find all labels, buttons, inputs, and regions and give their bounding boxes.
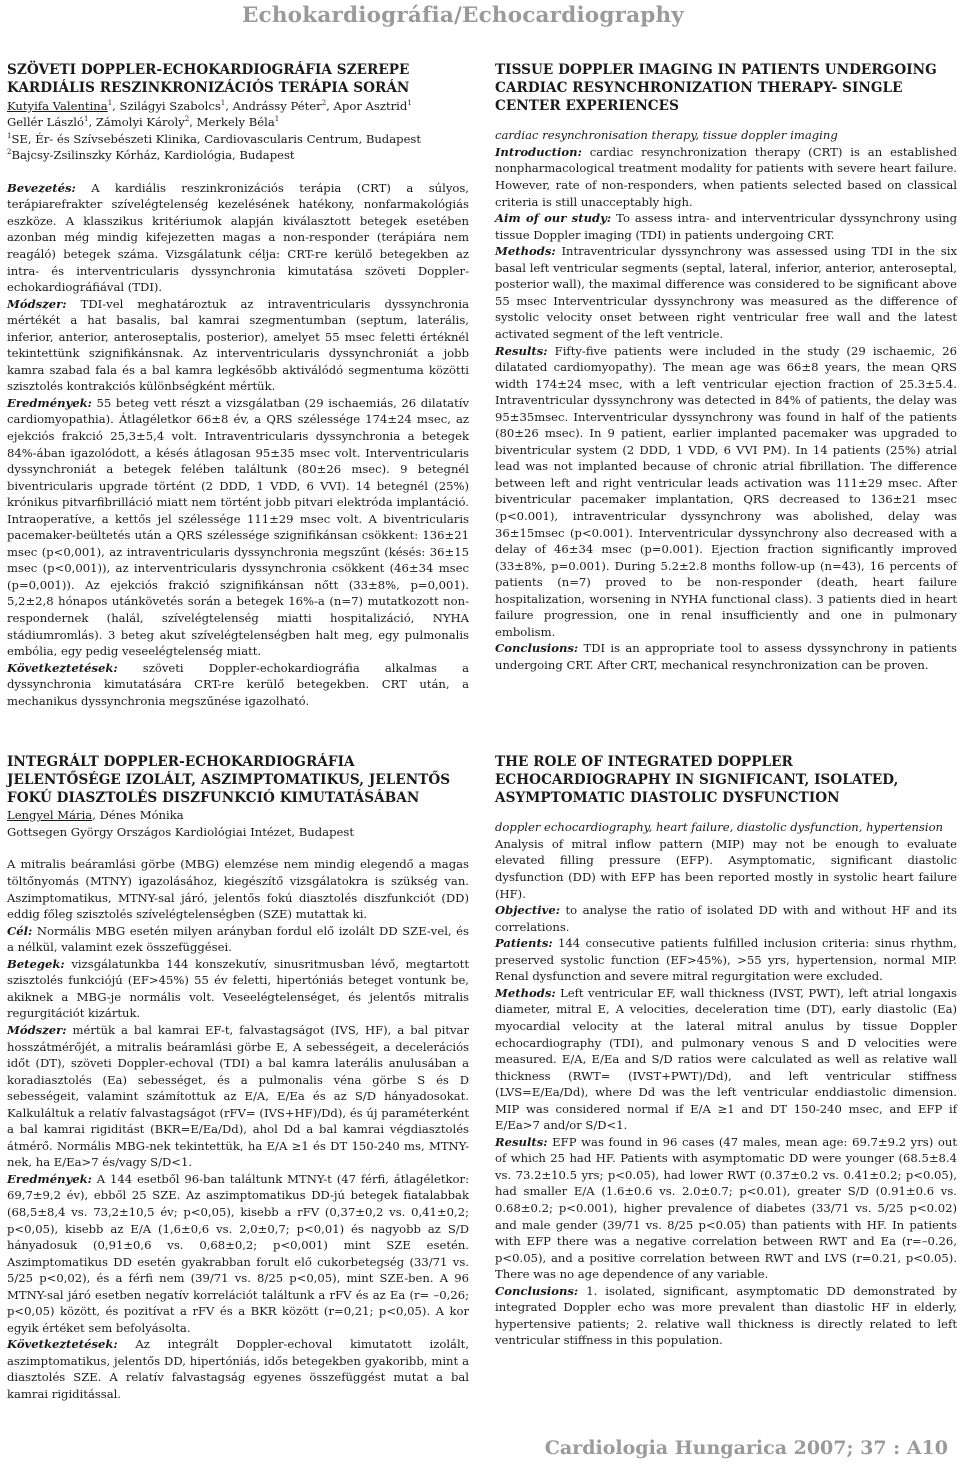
results-paragraph: Results: Fifty-five patients were included in the study (29 ischaemic, 26 dilatated cardiomyopathy). The mean age was 66±8 years, the mean QRS width 174±24 msec, with a left ventricular ejection fraction of 25.3±5.4. Intraventricular dyssynchrony was detected in 84% of patients, the delay was 95±35msec. Interventricular dyssynchrony was found in half of the patients (80±26 msec). In 9 patient, earlier implanted pacemaker was upgraded to biventricular system (2 DDD, 1 VDD, 6 VVI PM). In 14 patients (25%) atrial lead was not implanted because of chronic atrial fibrillation. The difference between left and right ventricular leads activation was 111±29 msec. After biventricular pacemaker implantation, QRS decreased to 136±21 msec (p<0.001), intraventricular dyssynchrony was abolished, delay was 36±15msec (p<0.001). Interventricular dyssynchrony also decreased with a delay of 46±34 msec (p=0.001). Ejection fraction significantly improved (33±8%, p=0.001). During 5.2±2.8 months follow-up (n=43), 16 percents of patients (n=7) proved to be non-responder (death, heart failure hospitalization, worsening in NYHA functional class). 3 patients died in heart failure progression, one in renal insufficiently and one in pulmonary embolism. <box>495 343 957 639</box>
abstract-1-en <box>495 62 957 673</box>
patients-paragraph: Betegek: vizsgálatunkba 144 konszekutív, sinusritmusban lévő, megtartott szisztolés funkciójú (EF>45%) 55 év feletti, hipertóniás beteget vontunk be, akiknek a MBG-je normális volt. Veseelégtelenséget, és jelentős mitralis regurgitációt kizártuk. <box>7 956 469 1021</box>
objective-paragraph: Objective: to analyse the ratio of isolated DD with and without HF and its correlations. <box>495 903 957 934</box>
conclusions-paragraph: Következtetések: Az integrált Doppler-echoval kimutatott izolált, aszimptomatikus, jelentős DD, hipertóniás, idős betegekben gyakoribb, mint a diasztolés SZE. A relatív falvastagság egyenes összefüggést mutat a bal kamrai rigiditással. <box>7 1337 469 1401</box>
aim-paragraph: Aim of our study: To assess intra- and interventricular dyssynchrony using tissue Doppler imaging (TDI) in patients undergoing CRT. <box>495 211 958 242</box>
conclusions-paragraph: Következtetések: szöveti Doppler-echokardiográfia alkalmas a dyssynchronia kimutatására CRT-re kerülő betegekben. CRT után, a mechanikus dyssynchronia megszűnése igazolható. <box>7 660 469 708</box>
affiliation-1: $^1$SE, Ér- és Szívsebészeti Klinika, Cardiovascularis Centrum, Budapest <box>7 131 422 146</box>
keywords: cardiac resynchronisation therapy, tissue doppler imaging <box>495 128 838 143</box>
running-head: Echokardiográfia/Echocardiography <box>241 3 684 28</box>
intro-paragraph: Introduction: cardiac resynchronization therapy (CRT) is an established nonpharmacological treatment modality for patients with severe heart failure. However, rate of non-responders, when patients selected based on classical criteria is still unacceptably high. <box>495 144 957 209</box>
author-list: Kutyifa Valentina$^1$, Szilágyi Szabolcs$^1$, Andrássy Péter$^2$, Apor Asztrid$^1$ Gellér László$^1$, Zámolyi Károly$^2$, Merkely Béla$^1$ <box>7 98 412 130</box>
abstract-2-hu <box>7 754 469 1403</box>
keywords: doppler echocardiography, heart failure, diastolic dysfunction, hypertension <box>495 820 944 835</box>
conclusions-paragraph: Conclusions: 1. isolated, significant, asymptomatic DD demonstrated by integrated Doppler echo was more prevalent than diastolic HF in elderly, hypertensive patients; 2. relative wall thickness is directly related to left ventricular stiffness in this population. <box>495 1283 957 1348</box>
affiliation: Gottsegen György Országos Kardiológiai Intézet, Budapest <box>7 824 354 839</box>
intro-paragraph: Analysis of mitral inflow pattern (MIP) may not be enough to evaluate elevated filling pressure (EFP). Asymptomatic, significant diastolic dysfunction (DD) with EFP has been reported mostly in systolic heart failure (HF). <box>495 836 957 901</box>
abstract-2-en <box>495 754 957 1349</box>
affiliation-2: $^2$Bajcsy-Zsilinszky Kórház, Kardiológia, Budapest <box>7 148 295 163</box>
abstract-1-hu <box>7 62 469 709</box>
presenting-author: Lengyel Mária <box>7 808 93 823</box>
results-paragraph: Eredmények: A 144 esetből 96-ban találtunk MTNY-t (47 férfi, átlagéletkor: 69,7±9,2 év), ebből 25 SZE. Az aszimptomatikus DD-jú betegek fiatalabbak (68,5±8,4 vs. 73,2±10,5 év; p<0,05), kisebb a rFV (0,37±0,2 vs. 0,41±0,2; p<0,05), kisebb az E/A (1,6±0,6 vs. 2,0±0,7; p<0,01) és nagyobb az S/D hányadosuk (0,91±0,6 vs. 0,68±0,2; p<0,001) mint SZE esetén. Aszimptomatikus DD esetén gyakrabban forult elő cukorbetegség (33/71 vs. 5/25 p<0,02), és a férfi nem (39/71 vs. 8/25 p<0,05), mint SZE-ben. A 96 MTNY-sal járó esetben negatív korrelációt találtunk a rFV és az Ea (r= –0,26; p<0,05) között, és pozitívat a rFV és a BKR között (r=0,21; p<0,05). A kor egyik értéket sem befolyásolta. <box>7 1171 469 1335</box>
abstract-title: THE ROLE OF INTEGRATED DOPPLER ECHOCARDIOGRAPHY IN SIGNIFICANT, ISOLATED, ASYMPTOMATIC DIASTOLIC DYSFUNCTION <box>495 754 899 806</box>
aim-paragraph: Cél: Normális MBG esetén milyen arányban fordul elő izolált DD SZE-vel, és a nélkül, valamint ezek összefüggései. <box>7 923 469 955</box>
intro-paragraph: A mitralis beáramlási görbe (MBG) elemzése nem mindig elegendő a magas töltőnyomás (MTNY) igazolásához, kiegészítő vizsgálatokra is szükség van. Aszimptomatikus, MTNY-sal járó, jelentős fokú diasztolés diszfunkciót (DD) eddig főleg szisztolés szívelégtelenségben (SZE) mutattak ki. <box>7 857 469 922</box>
methods-paragraph: Methods: Left ventricular EF, wall thickness (IVST, PWT), left atrial longaxis diameter, mitral E, A velocities, deceleration time (DT), early diastolic (Ea) myocardial velocity at the lateral mitral anulus by tissue Doppler echocardiography (TDI), and pulmonary venous S and D velocities were measured. E/A, E/Ea and S/D ratios were calculated as well as relative wall thickness (RWT= (IVST+PWT)/Dd), and left ventricular stiffness (LVS=E/Ea/Dd), where Dd was the left ventricular enddiastolic dimension. MIP was considered normal if E/A ≥1 and DT 150-240 msec, and EFP if E/Ea>7 and/or S/D<1. <box>495 985 957 1133</box>
presenting-author: Kutyifa Valentina <box>7 98 108 113</box>
results-paragraph: Results: EFP was found in 96 cases (47 males, mean age: 69.7±9.2 yrs) out of which 25 had HF. Patients with asymptomatic DD were younger (68.5±8.4 vs. 73.2±10.5 yrs; p<0.05), had lower RWT (0.37±0.2 vs. 0.41±0.2; p<0.05), had smaller E/A (1.6±0.6 vs. 2.0±0.7; p<0.01), greater S/D (0.91±0.6 vs. 0.68±0.2; p<0.001), higher prevalence of diabetes (33/71 vs. 5/25 p<0.02) and male gender (39/71 vs. 8/25 p<0.05) than patients with HF. In patients with EFP there was a negative correlation between RWT and Ea (r=–0.26, p<0.05), and a positive correlation between RWT and LVS (r=0.21, p<0.05). There was no age dependence of any variable. <box>495 1134 957 1282</box>
abstract-title: TISSUE DOPPLER IMAGING IN PATIENTS UNDERGOING CARDIAC RESYNCHRONIZATION THERAPY- SINGLE CENTER EXPERIENCES <box>495 62 937 114</box>
abstract-title: INTEGRÁLT DOPPLER-ECHOKARDIOGRÁFIA JELENTŐSÉGE IZOLÁLT, ASZIMPTOMATIKUS, JELENTŐS FOKÚ DIASZTOLÉS DISZFUNKCIÓ KIMUTATÁSÁBAN <box>7 754 451 806</box>
abstract-title: SZÖVETI DOPPLER-ECHOKARDIOGRÁFIA SZEREPE KARDIÁLIS RESZINKRONIZÁCIÓS TERÁPIA SORÁN <box>7 62 410 96</box>
patients-paragraph: Patients: 144 consecutive patients fulfilled inclusion criteria: sinus rhythm, preserved systolic function (EF>45%), >55 yrs, hypertension, normal MIP. Renal dysfunction and severe mitral regurgitation were excluded. <box>495 936 957 984</box>
results-paragraph: Eredmények: 55 beteg vett részt a vizsgálatban (29 ischaemiás, 26 dilatatív cardiomyopathia). Átlagéletkor 66±8 év, a QRS szélessége 174±24 msec, az ejekciós frakció 25,3±5,4 volt. Intraventricularis dyssynchronia a betegek 84%-ában igazolódott, a késés átlagosan 95±35 msec volt. Interventricularis dyssynchroniát a betegek felében találtunk (80±26 msec). 9 betegnél biventricularis upgrade történt (2 DDD, 1 VDD, 6 VVI). 14 betegnél (25%) krónikus pitvarfibrilláció miatt nem történt jobb pitvari elektróda implantáció. Intraoperatíve, a kettős jel szélessége 111±29 msec volt. A biventricularis pacemaker-beültetés után a QRS szélessége szignifikánsan csökkent: 136±21 msec (p<0,001), az intraventricularis dyssynchronia megszűnt (késés: 36±15 msec (p<0,001)), az interventricularis dyssynchronia csökkent (46±34 msec (p=0,001)). Az ejekciós frakció szignifikánsan nőtt (33±8%, p=0,001). 5,2±2,8 hónapos utánkövetés során a betegek 16%-a (n=7) mutatkozott non-respondernek (halál, szívelégtelenség miatti hospitalizáció, NYHA stádiumromlás). 3 beteg akut szívelégtelenségben halt meg, egy pulmonalis embólia, egy pedig veseelégtelenség miatt. <box>7 395 469 659</box>
methods-paragraph: Methods: Intraventricular dyssynchrony was assessed using TDI in the six basal left ventricular segments (septal, lateral, inferior, anterior, anteroseptal, posterior wall), the maximal difference was considered to be significant above 55 msec Interventricular dyssynchrony was measured as the difference of systolic velocity onset between right ventricular free wall and the latest activated segment of the left ventricle. <box>495 244 957 341</box>
journal-footer: Cardiologia Hungarica 2007; 37 : A10 <box>544 1437 948 1459</box>
conclusions-paragraph: Conclusions: TDI is an appropriate tool to assess dyssynchrony in patients undergoing CRT. After CRT, mechanical resynchronization can be proven. <box>495 641 957 672</box>
author-list: Lengyel Mária, Dénes Mónika <box>7 808 184 823</box>
methods-paragraph: Módszer: TDI-vel meghatároztuk az intraventricularis dyssynchronia mértékét a hat basalis, bal kamrai szegmentumban (septum, laterális, inferior, anterior, anteroseptalis, posterior), amelyet 55 msec feletti értéknél tekintettünk szignifikánsnak. Az interventricularis dyssynchroniát a jobb kamra szabad fala és a bal kamra legkésőbb aktiválódó segmentuma közötti szisztolés kontrakciós különbségként mértük. <box>7 296 469 394</box>
methods-paragraph: Módszer: mértük a bal kamrai EF-t, falvastagságot (IVS, HF), a bal pitvar hosszátmérőjét, a mitralis beáramlási görbe E, A sebességeit, a decelerációs időt (DT), szöveti Doppler-echoval (TDI) a bal kamra laterális anulusában a koradiasztolés (Ea) sebességet, és a pulmonalis véna görbe S és D sebességeit, valamint számítottuk az E/A, E/Ea és az S/D hányadosokat. Kalkuláltuk a relatív falvastagságot (rFV= (IVS+HF)/Dd), és új paraméterként a bal kamrai rigiditást (BKR=E/Ea/Dd), ahol Dd a bal kamrai végdiasztolés átmérő. Normális MBG-nek tekintettük, ha E/A ≥1 és DT 150-240 ms, MTNY-nek, ha E/Ea>7 és/vagy S/D<1. <box>7 1022 469 1170</box>
intro-paragraph: Bevezetés: A kardiális reszinkronizációs terápia (CRT) a súlyos, terápiarefrakter szívelégtelenség kezelésének hatékony, nonfarmakológiás eszköze. A klasszikus kritériumok alapján kiválasztott betegek esetében azonban még mindig kifejezetten magas a non-responder (terápiára nem reagáló) betegek száma. Vizsgálatunk célja: CRT-re kerülő betegekben az intra- és interventricularis dyssynchronia kimutatása szöveti Doppler-echokardiográfiával (TDI). <box>7 180 469 295</box>
